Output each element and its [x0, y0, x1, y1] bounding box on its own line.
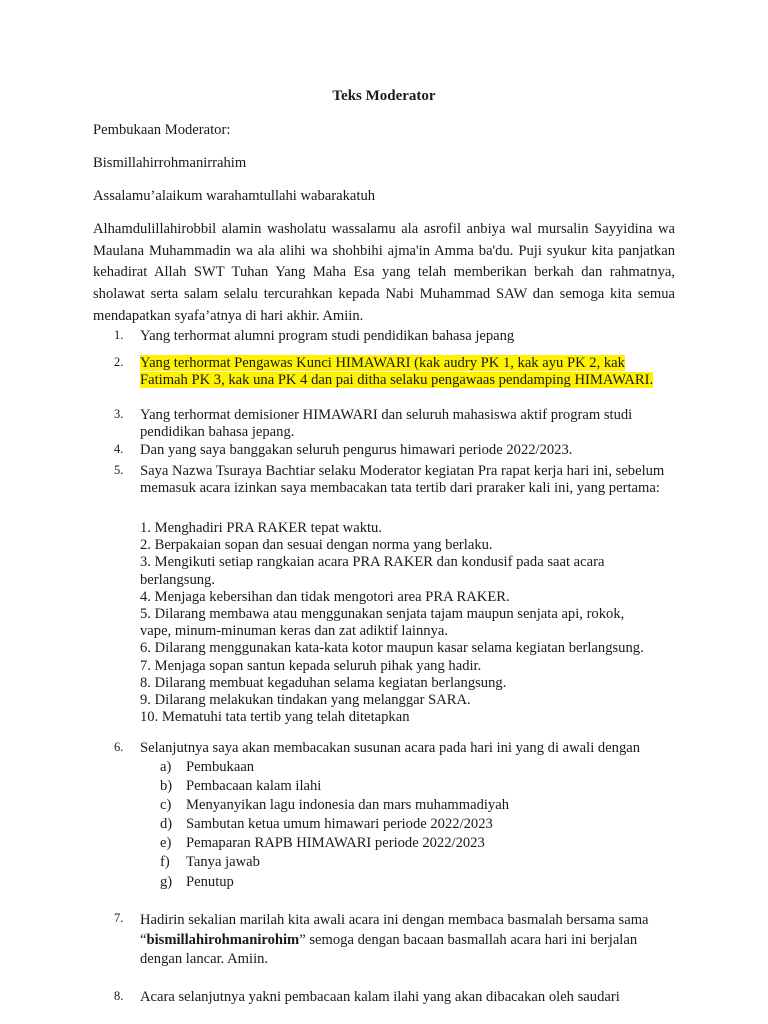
item-number: 8.: [114, 989, 124, 1003]
item-number: 2.: [114, 355, 124, 369]
item-number: 5.: [114, 463, 124, 477]
rule-line: 6. Dilarang menggunakan kata-kata kotor maupun kasar selama kegiatan berlangsung.: [140, 640, 644, 657]
item-text: Acara selanjutnya yakni pembacaan kalam ilahi yang akan dibacakan oleh saudari: [140, 989, 620, 1005]
item-number: 7.: [114, 911, 124, 925]
rule-line: 2. Berpakaian sopan dan sesuai dengan norma yang berlaku.: [140, 537, 493, 554]
rule-line: 10. Mematuhi tata tertib yang telah ditetapkan: [140, 709, 410, 726]
item-number: 1.: [114, 328, 124, 342]
rule-line: 1. Menghadiri PRA RAKER tepat waktu.: [140, 520, 382, 536]
rules-list: [140, 520, 675, 726]
rule-line: vape, minum-minuman keras dan zat adiktif lainnya.: [140, 623, 448, 640]
opening-label: Pembukaan Moderator:: [93, 122, 231, 138]
document-page: Teks Moderator Pembukaan Moderator: Bismillahirrohmanirrahim Assalamu’alaikum warahamtullahi wabarakatuh Alhamdulillahirobbil alamin washolatu wassalamu ala asrofil anbiya wal mursalin Sayyidina wa Maulana Muhammadin wa ala alihi wa shohbihi ajma'in Amma ba'du. Puji syukur kita panjatkan kehadirat Allah SWT Tuhan Yang Maha Esa yang telah memberikan berkah dan rahmatnya, sholawat serta salam selalu tercurahkan kepada Nabi Muhammad SAW dan semoga kita semua mendapatkan syafa’atnya di hari akhir. Amiin. 1. Yang terhormat alumni program studi pendidikan bahasa jepang 2. Yang terhormat Pengawas Kunci HIMAWARI (kak audry PK 1, kak ayu PK 2, kak Fatimah PK 3, kak una PK 4 dan pai ditha selaku pengawaas pendamping HIMAWARI. 3. Yang terhormat demisioner HIMAWARI dan seluruh mahasiswa aktif program studi pendidikan bahasa jepang. 4. Dan yang saya banggakan seluruh pengurus himawari periode 2022/2023. 5. Saya Nazwa Tsuraya Bachtiar selaku Moderator kegiatan Pra rapat kerja hari ini, sebelum memasuk acara izinkan saya membacakan tata tertib dari praraker kali ini, yang pertama: 1. Menghadiri PRA RAKER tepat waktu. 2. Berpakaian sopan dan sesuai dengan norma yang berlaku. 3. Mengikuti setiap rangkaian acara PRA RAKER dan kondusif pada saat acara berlangsung. 4. Menjaga kebersihan dan tidak mengotori area PRA RAKER. 5. Dilarang membawa atau menggunakan senjata tajam maupun senjata api, rokok, vape, minum-minuman keras dan zat adiktif lainnya. 6. Dilarang menggunakan kata-kata kotor maupun kasar selama kegiatan berlangsung. 7. Menjaga sopan santun kepada seluruh pihak yang hadir. 8. Dilarang membuat kegaduhan selama kegiatan berlangsung. 9. Dilarang melakukan tindakan yang melanggar SARA. 10. Mematuhi tata tertib yang telah ditetapkan 6. Selanjutnya saya akan membacakan susunan acara pada hari ini yang di awali dengan a) Pembukaan b) Pembacaan kalam ilahi c) Menyanyikan lagu indonesia dan mars muhammadiyah d) Sambutan ketua umum himawari periode 2022/2023 e) Pemaparan RAPB HIMAWARI periode 2022/2023 f) Tanya jawab g) Penutup 7. Hadirin sekalian marilah kita awali acara ini dengan membaca basmalah bersama sama “bismillahirohmanirohim” semoga dengan bacaan basmallah acara hari ini berjalan dengan lancar. Amiin. 8. Acara selanjutnya yakni pembacaan kalam ilahi yang akan dibacakan oleh saudari: [0, 0, 768, 1024]
rule-line: 8. Dilarang membuat kegaduhan selama kegiatan berlangsung.: [140, 674, 507, 691]
bold-basmalah: bismillahirohmanirohim: [146, 931, 300, 948]
item-number: 6.: [114, 740, 124, 754]
basmalah-line: Bismillahirrohmanirrahim: [93, 155, 247, 171]
rule-line: 9. Dilarang melakukan tindakan yang melanggar SARA.: [140, 692, 471, 709]
item-number: 3.: [114, 407, 124, 421]
document-title: Teks Moderator: [332, 88, 436, 104]
item-text: Dan yang saya banggakan seluruh pengurus himawari periode 2022/2023.: [140, 442, 573, 458]
item-text: Hadirin sekalian marilah kita awali acara ini dengan membaca basmalah bersama sama “bismillahirohmanirohim” semoga dengan bacaan basmallah acara hari ini berjalan dengan lancar. Amiin.: [140, 912, 649, 967]
item-text: Yang terhormat alumni program studi pendidikan bahasa jepang: [140, 328, 515, 344]
rule-line: 4. Menjaga kebersihan dan tidak mengotori area PRA RAKER.: [140, 588, 510, 605]
item-text-highlighted: [140, 355, 675, 390]
item-text: Yang terhormat demisioner HIMAWARI dan seluruh mahasiswa aktif program studi pendidikan bahasa jepang.: [140, 407, 633, 441]
salam-line: Assalamu’alaikum warahamtullahi wabarakatuh: [93, 188, 376, 204]
rule-line: 7. Menjaga sopan santun kepada seluruh pihak yang hadir.: [140, 657, 482, 674]
rule-line: 3. Mengikuti setiap rangkaian acara PRA RAKER dan kondusif pada saat acara: [140, 554, 605, 571]
rule-line: berlangsung.: [140, 571, 215, 588]
item-text: Selanjutnya saya akan membacakan susunan acara pada hari ini yang di awali dengan: [140, 740, 641, 756]
intro-paragraph: Alhamdulillahirobbil alamin washolatu wassalamu ala asrofil anbiya wal mursalin Sayyidina wa Maulana Muhammadin wa ala alihi wa shohbihi ajma'in Amma ba'du. Puji syukur kita panjatkan kehadirat Allah SWT Tuhan Yang Maha Esa yang telah memberikan berkah dan rahmatnya, sholawat serta salam selalu tercurahkan kepada Nabi Muhammad SAW dan semoga kita semua mendapatkan syafa’atnya di hari akhir. Amiin.: [93, 221, 675, 324]
highlighted-text: Yang terhormat Pengawas Kunci HIMAWARI (kak audry PK 1, kak ayu PK 2, kak Fatimah PK 3, kak una PK 4 dan pai ditha selaku pengawaas pendamping HIMAWARI.: [140, 355, 654, 389]
rule-line: 5. Dilarang membawa atau menggunakan senjata tajam maupun senjata api, rokok,: [140, 606, 625, 623]
item-text: Saya Nazwa Tsuraya Bachtiar selaku Moderator kegiatan Pra rapat kerja hari ini, sebelum memasuk acara izinkan saya membacakan tata tertib dari praraker kali ini, yang pertama:: [140, 463, 665, 497]
item-number: 4.: [114, 442, 124, 456]
